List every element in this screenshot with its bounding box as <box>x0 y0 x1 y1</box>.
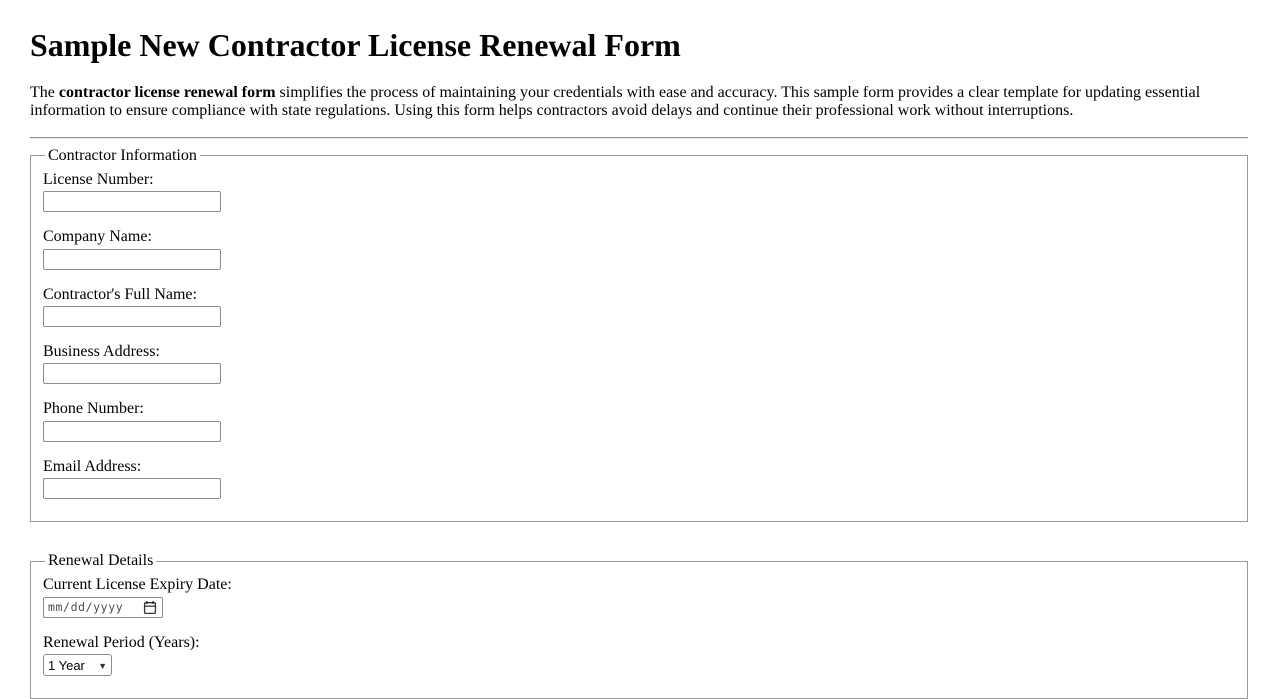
page-title: Sample New Contractor License Renewal Form <box>30 27 681 63</box>
email-address-label: Email Address: <box>43 457 142 475</box>
license-number-field <box>43 171 1235 212</box>
renewal-details-section <box>30 552 1248 699</box>
intro-rest: simplifies the process of maintaining your credentials with ease and accuracy. This sample form provides a clear template for updating essential information to ensure compliance with state regulations. Using this form helps contractors avoid delays and continue their professional work without interruptions. <box>30 84 1201 120</box>
license-number-label: License Number: <box>43 170 154 188</box>
intro-prefix: The <box>30 84 59 101</box>
intro-paragraph <box>30 84 1248 121</box>
renewal-period-field <box>43 634 1235 676</box>
renewal-period-selected-value: 1 Year <box>48 658 85 674</box>
phone-number-label: Phone Number: <box>43 400 144 418</box>
contractor-information-section <box>30 147 1248 522</box>
business-address-field <box>43 343 1235 384</box>
intro-bold-phrase: contractor license renewal form <box>58 84 276 101</box>
company-name-input[interactable] <box>43 249 221 270</box>
email-address-field <box>43 458 1235 499</box>
renewal-form <box>30 147 1248 699</box>
chevron-down-icon: ▼ <box>98 661 107 672</box>
calendar-icon[interactable] <box>143 600 157 615</box>
renewal-period-select[interactable] <box>43 654 112 676</box>
business-address-label: Business Address: <box>43 343 160 361</box>
company-name-label: Company Name: <box>43 228 152 246</box>
company-name-field <box>43 228 1235 269</box>
contractor-full-name-label: Contractor's Full Name: <box>43 285 197 303</box>
divider <box>30 137 1248 139</box>
business-address-input[interactable] <box>43 363 221 384</box>
expiry-date-input[interactable] <box>43 597 163 618</box>
contractor-full-name-field <box>43 286 1235 327</box>
renewal-details-legend: Renewal Details <box>48 552 154 570</box>
date-placeholder[interactable]: mm/dd/yyyy <box>48 600 124 615</box>
license-number-input[interactable] <box>43 191 221 212</box>
phone-number-input[interactable] <box>43 421 221 442</box>
renewal-period-label: Renewal Period (Years): <box>43 633 200 651</box>
expiry-date-field <box>43 576 1235 617</box>
contractor-full-name-input[interactable] <box>43 306 221 327</box>
contractor-information-legend: Contractor Information <box>48 146 197 164</box>
email-address-input[interactable] <box>43 478 221 499</box>
expiry-date-label: Current License Expiry Date: <box>43 576 232 594</box>
phone-number-field <box>43 400 1235 441</box>
